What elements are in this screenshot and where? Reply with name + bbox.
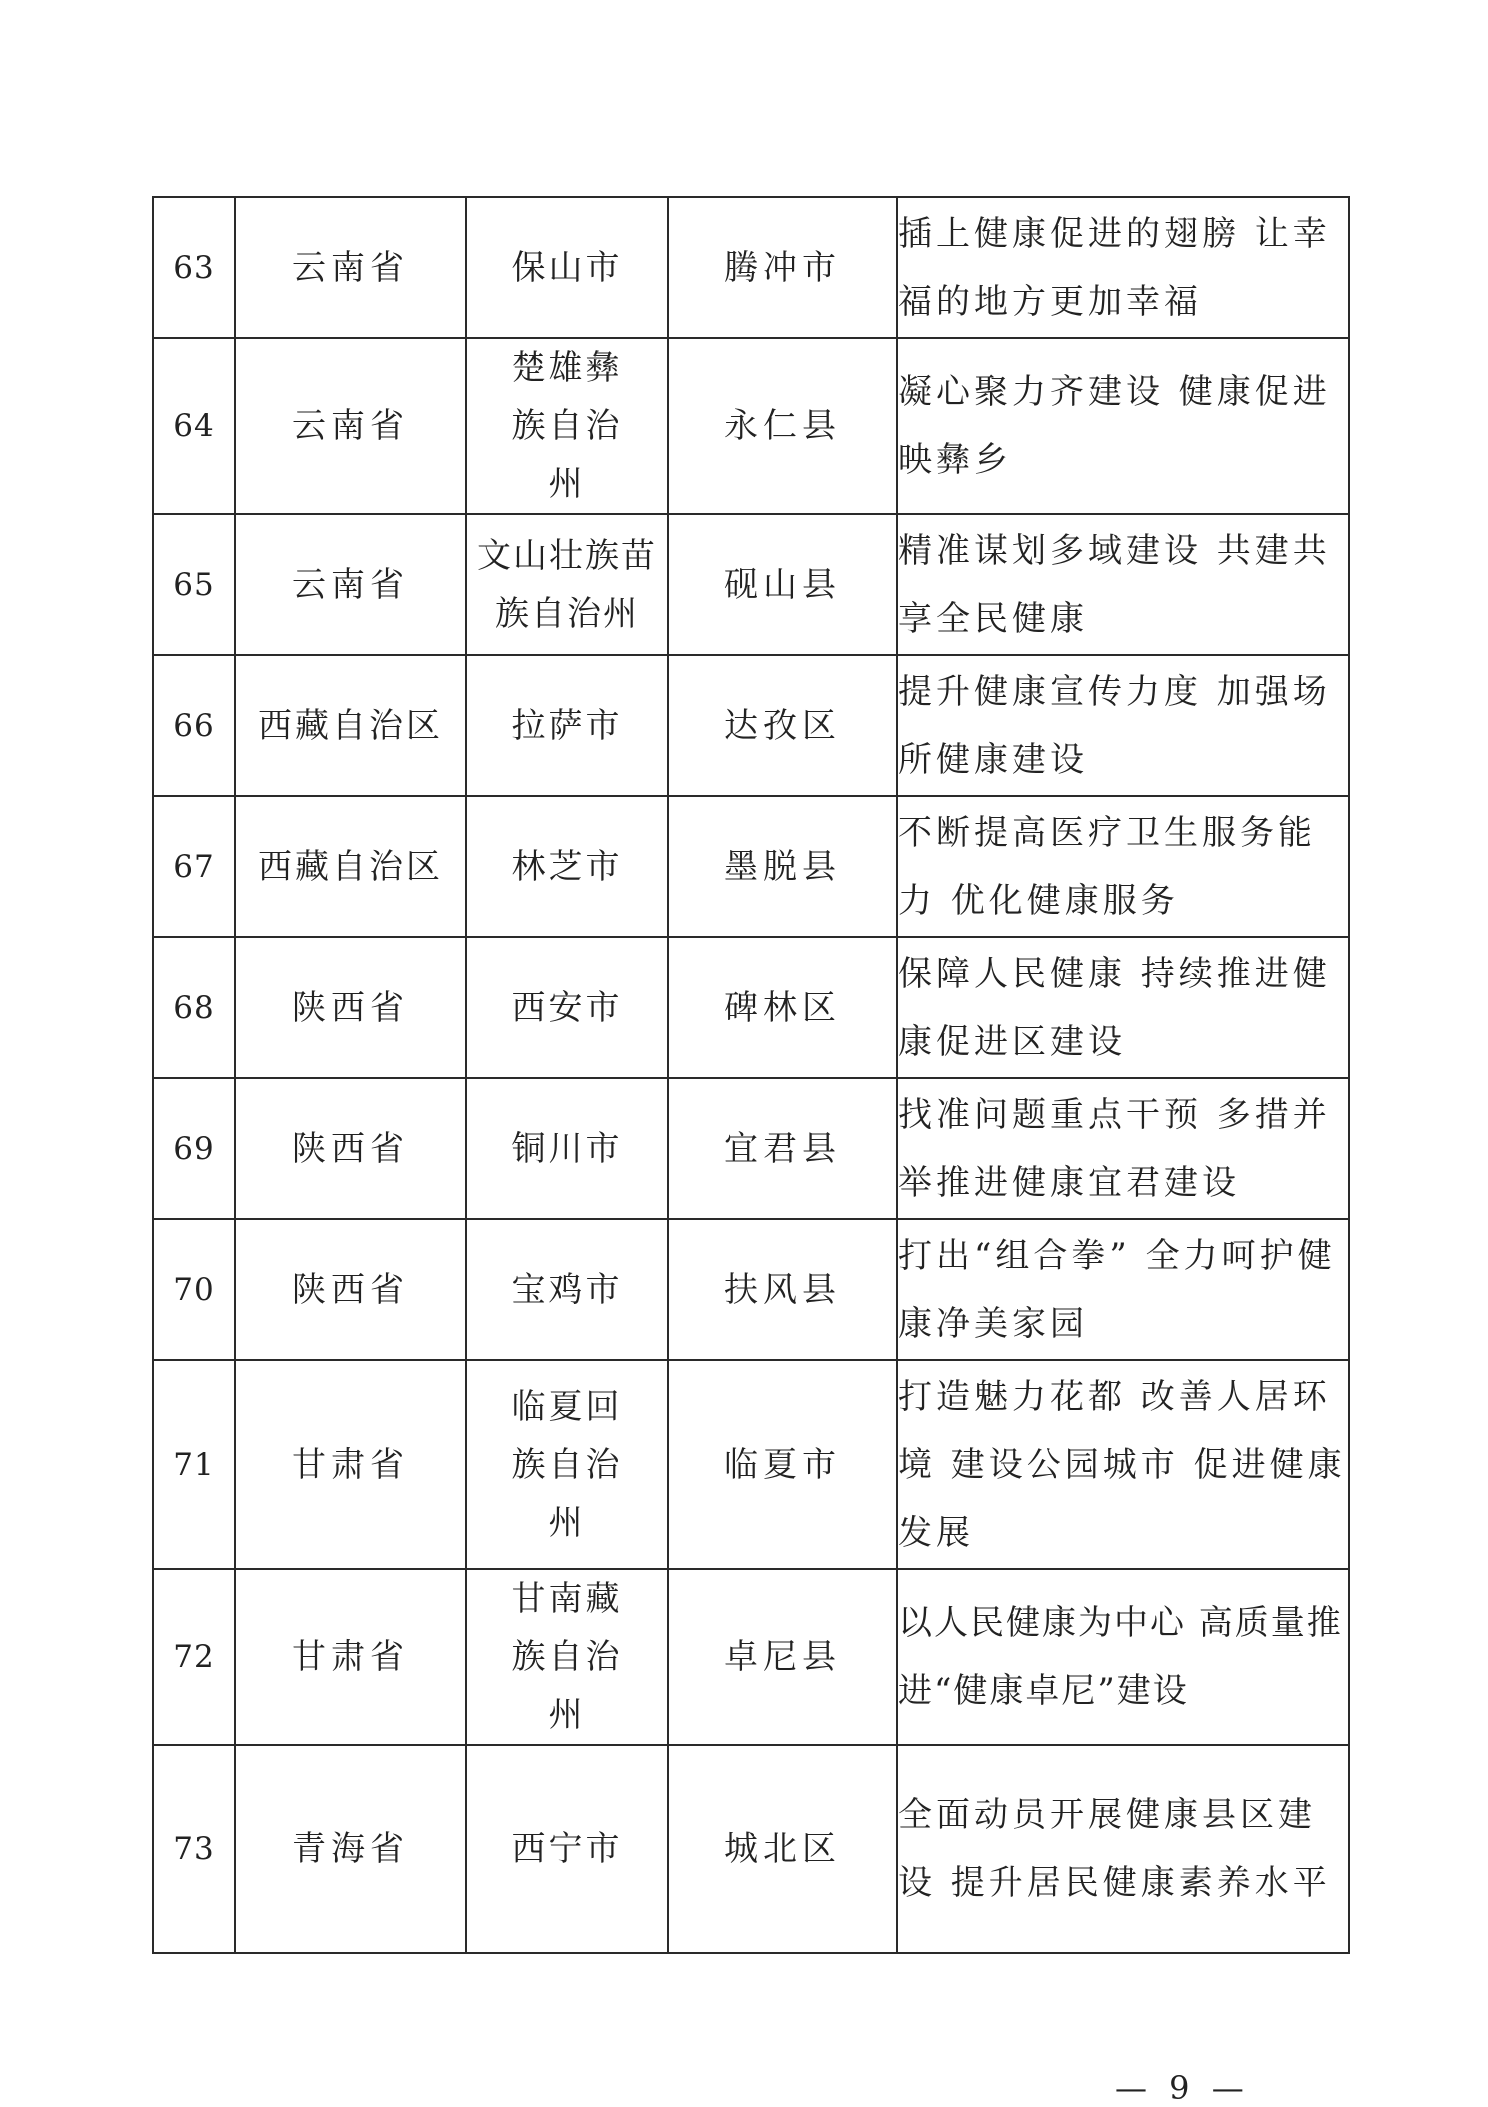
- county-cell: 碑林区: [668, 937, 897, 1078]
- title-cell: 打出“组合拳” 全力呵护健康净美家园: [897, 1219, 1349, 1360]
- table-row: [153, 197, 1349, 338]
- title-cell: 精准谋划多域建设 共建共享全民健康: [897, 514, 1349, 655]
- row-number: 73: [153, 1745, 235, 1953]
- page-number: — 9 —: [1115, 2069, 1250, 2107]
- county-list-table: [152, 196, 1350, 1954]
- city-cell: 拉萨市: [466, 655, 668, 796]
- province-cell: 甘肃省: [235, 1569, 466, 1745]
- province-cell: 西藏自治区: [235, 796, 466, 937]
- city-cell: 文山壮族苗族自治州: [466, 514, 668, 655]
- table-row: [153, 1745, 1349, 1953]
- table-row: [153, 1078, 1349, 1219]
- province-cell: 陕西省: [235, 937, 466, 1078]
- province-cell: 陕西省: [235, 1219, 466, 1360]
- title-cell: 保障人民健康 持续推进健康促进区建设: [897, 937, 1349, 1078]
- province-cell: 青海省: [235, 1745, 466, 1953]
- title-cell: 凝心聚力齐建设 健康促进映彝乡: [897, 338, 1349, 514]
- table-row: [153, 1360, 1349, 1569]
- city-cell: 西安市: [466, 937, 668, 1078]
- county-cell: 永仁县: [668, 338, 897, 514]
- city-cell: 宝鸡市: [466, 1219, 668, 1360]
- row-number: 63: [153, 197, 235, 338]
- row-number: 72: [153, 1569, 235, 1745]
- province-cell: 甘肃省: [235, 1360, 466, 1569]
- province-cell: 西藏自治区: [235, 655, 466, 796]
- city-cell: 保山市: [466, 197, 668, 338]
- table-row: [153, 796, 1349, 937]
- county-cell: 达孜区: [668, 655, 897, 796]
- city-cell: 铜川市: [466, 1078, 668, 1219]
- county-cell: 城北区: [668, 1745, 897, 1953]
- county-cell: 扶风县: [668, 1219, 897, 1360]
- county-cell: 腾冲市: [668, 197, 897, 338]
- title-cell: 打造魅力花都 改善人居环境 建设公园城市 促进健康发展: [897, 1360, 1349, 1569]
- row-number: 70: [153, 1219, 235, 1360]
- table-row: [153, 655, 1349, 796]
- table-row: [153, 514, 1349, 655]
- county-cell: 卓尼县: [668, 1569, 897, 1745]
- title-cell: 不断提高医疗卫生服务能力 优化健康服务: [897, 796, 1349, 937]
- table-row: [153, 937, 1349, 1078]
- city-cell: 甘南藏族自治州: [466, 1569, 668, 1745]
- title-cell: 以人民健康为中心 高质量推进“健康卓尼”建设: [897, 1569, 1349, 1745]
- county-cell: 墨脱县: [668, 796, 897, 937]
- table-row: [153, 1219, 1349, 1360]
- city-cell: 临夏回族自治州: [466, 1360, 668, 1569]
- province-cell: 陕西省: [235, 1078, 466, 1219]
- row-number: 67: [153, 796, 235, 937]
- title-cell: 找准问题重点干预 多措并举推进健康宜君建设: [897, 1078, 1349, 1219]
- row-number: 64: [153, 338, 235, 514]
- county-cell: 临夏市: [668, 1360, 897, 1569]
- city-cell: 西宁市: [466, 1745, 668, 1953]
- table-row: [153, 1569, 1349, 1745]
- row-number: 69: [153, 1078, 235, 1219]
- row-number: 68: [153, 937, 235, 1078]
- county-cell: 砚山县: [668, 514, 897, 655]
- table-row: [153, 338, 1349, 514]
- title-cell: 提升健康宣传力度 加强场所健康建设: [897, 655, 1349, 796]
- city-cell: 林芝市: [466, 796, 668, 937]
- county-cell: 宜君县: [668, 1078, 897, 1219]
- row-number: 66: [153, 655, 235, 796]
- province-cell: 云南省: [235, 338, 466, 514]
- city-cell: 楚雄彝族自治州: [466, 338, 668, 514]
- title-cell: 全面动员开展健康县区建设 提升居民健康素养水平: [897, 1745, 1349, 1953]
- title-cell: 插上健康促进的翅膀 让幸福的地方更加幸福: [897, 197, 1349, 338]
- province-cell: 云南省: [235, 514, 466, 655]
- province-cell: 云南省: [235, 197, 466, 338]
- row-number: 71: [153, 1360, 235, 1569]
- row-number: 65: [153, 514, 235, 655]
